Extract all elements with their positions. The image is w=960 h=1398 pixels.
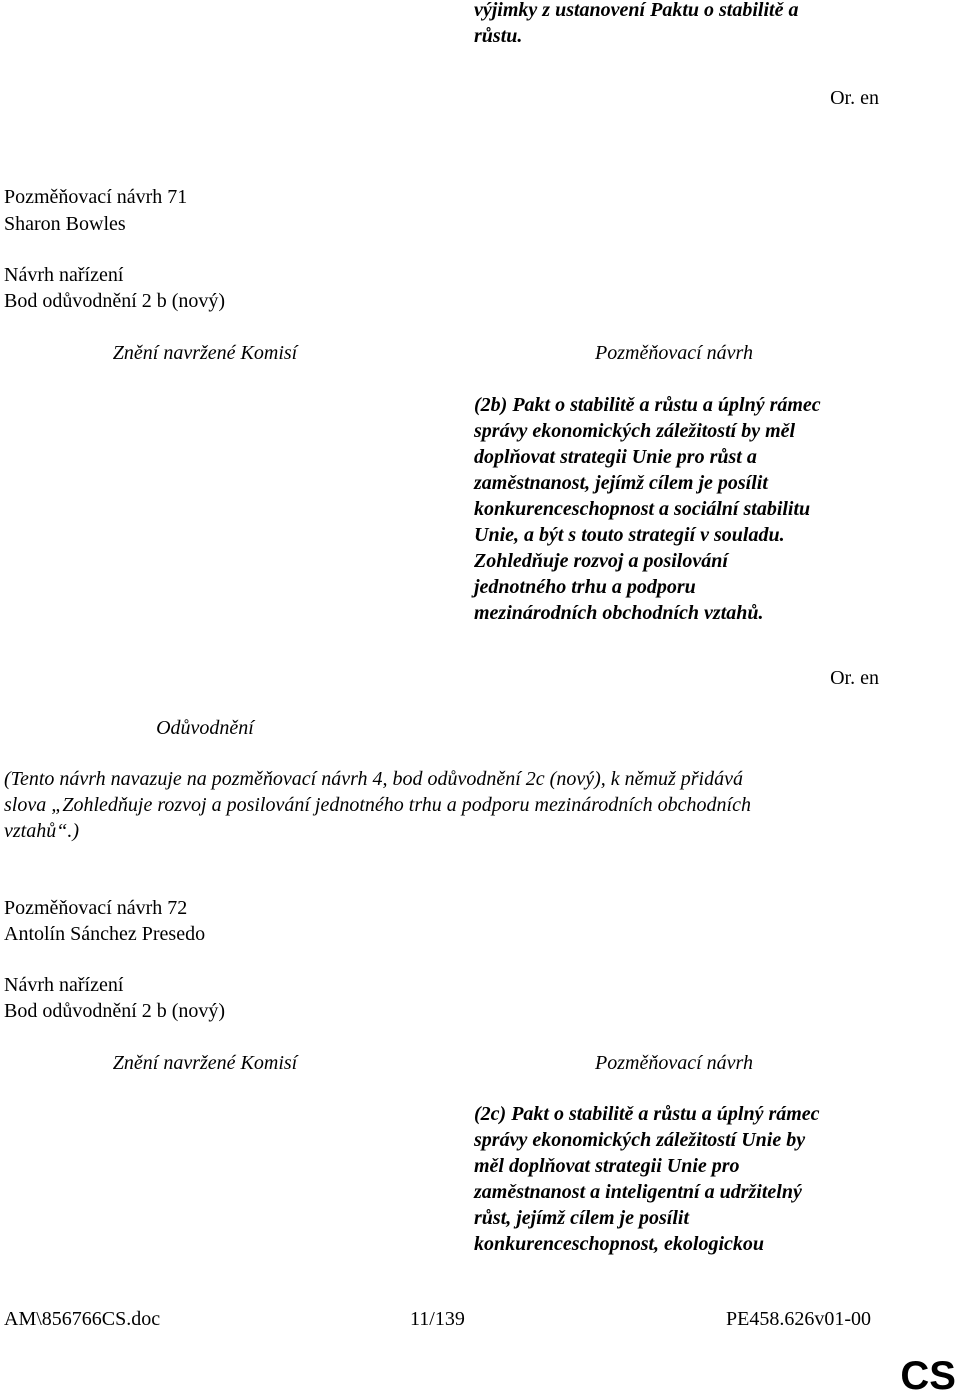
amendment-text-line: měl doplňovat strategii Unie pro xyxy=(474,1155,740,1177)
amendment-text xyxy=(474,392,914,626)
amendment-text-line: Zohledňuje rozvoj a posilování xyxy=(474,550,728,572)
amendment-text-line: jednotného trhu a podporu xyxy=(474,576,696,598)
amendment-text-line: Unie, a být s touto strategií v souladu. xyxy=(474,524,785,546)
justification-line: vztahů“.) xyxy=(4,820,79,842)
amendment-author: Antolín Sánchez Presedo xyxy=(4,923,206,945)
proposal-label: Návrh nařízení xyxy=(4,974,124,996)
amendment-text-line: konkurenceschopnost a sociální stabilitu xyxy=(474,498,811,520)
amendment-text-line-last xyxy=(474,600,914,626)
amendment-author: Sharon Bowles xyxy=(4,213,126,235)
proposal-label: Návrh nařízení xyxy=(4,264,124,286)
column-header-commission: Znění navržené Komisí xyxy=(112,1052,298,1074)
justification-header: Odůvodnění xyxy=(156,717,254,739)
amendment-text-fragment: mezinárodních obchodních vztahů xyxy=(474,602,759,624)
footer-page-number: 11/139 xyxy=(410,1308,465,1330)
amendment-text-line: (2b) Pakt o stabilitě a růstu a úplný rámec xyxy=(474,394,821,416)
justification-line: (Tento návrh navazuje na pozměňovací návrh 4, bod odůvodnění 2c (nový), k němuž přidává xyxy=(4,768,743,790)
column-header-amendment: Pozměňovací návrh xyxy=(595,1052,753,1074)
language-mark: CS xyxy=(900,1354,956,1398)
amendment-text-line: správy ekonomických záležitostí by měl xyxy=(474,420,796,442)
column-header-commission: Znění navržené Komisí xyxy=(112,342,298,364)
footer-pe-ref: PE458.626v01-00 xyxy=(726,1308,871,1330)
justification-text xyxy=(4,766,884,844)
amendment-title: Pozměňovací návrh 71 xyxy=(4,186,188,208)
amendment-text-period: . xyxy=(758,602,764,624)
recital-label: Bod odůvodnění 2 b (nový) xyxy=(4,1000,226,1022)
column-header-amendment: Pozměňovací návrh xyxy=(595,342,753,364)
continuation-line-1: výjimky z ustanovení Paktu o stabilitě a xyxy=(474,0,799,21)
language-original: Or. en xyxy=(830,87,879,109)
footer-doc-ref: AM\856766CS.doc xyxy=(4,1308,161,1330)
continuation-line-2: růstu. xyxy=(474,25,523,47)
amendment-text xyxy=(474,1101,914,1257)
justification-line: slova „Zohledňuje rozvoj a posilování jednotného trhu a podporu mezinárodních obchodních xyxy=(4,794,751,816)
amendment-text-line: (2c) Pakt o stabilitě a růstu a úplný rámec xyxy=(474,1103,820,1125)
recital-label: Bod odůvodnění 2 b (nový) xyxy=(4,290,226,312)
amendment-text-line: konkurenceschopnost, ekologickou xyxy=(474,1233,765,1255)
amendment-text-line: zaměstnanost a inteligentní a udržitelný xyxy=(474,1181,802,1203)
amendment-text-line: správy ekonomických záležitostí Unie by xyxy=(474,1129,806,1151)
amendment-text-line: růst, jejímž cílem je posílit xyxy=(474,1207,689,1229)
amendment-text-line: zaměstnanost, jejímž cílem je posílit xyxy=(474,472,768,494)
amendment-text-line: doplňovat strategii Unie pro růst a xyxy=(474,446,757,468)
language-original: Or. en xyxy=(830,667,879,689)
amendment-title: Pozměňovací návrh 72 xyxy=(4,897,188,919)
